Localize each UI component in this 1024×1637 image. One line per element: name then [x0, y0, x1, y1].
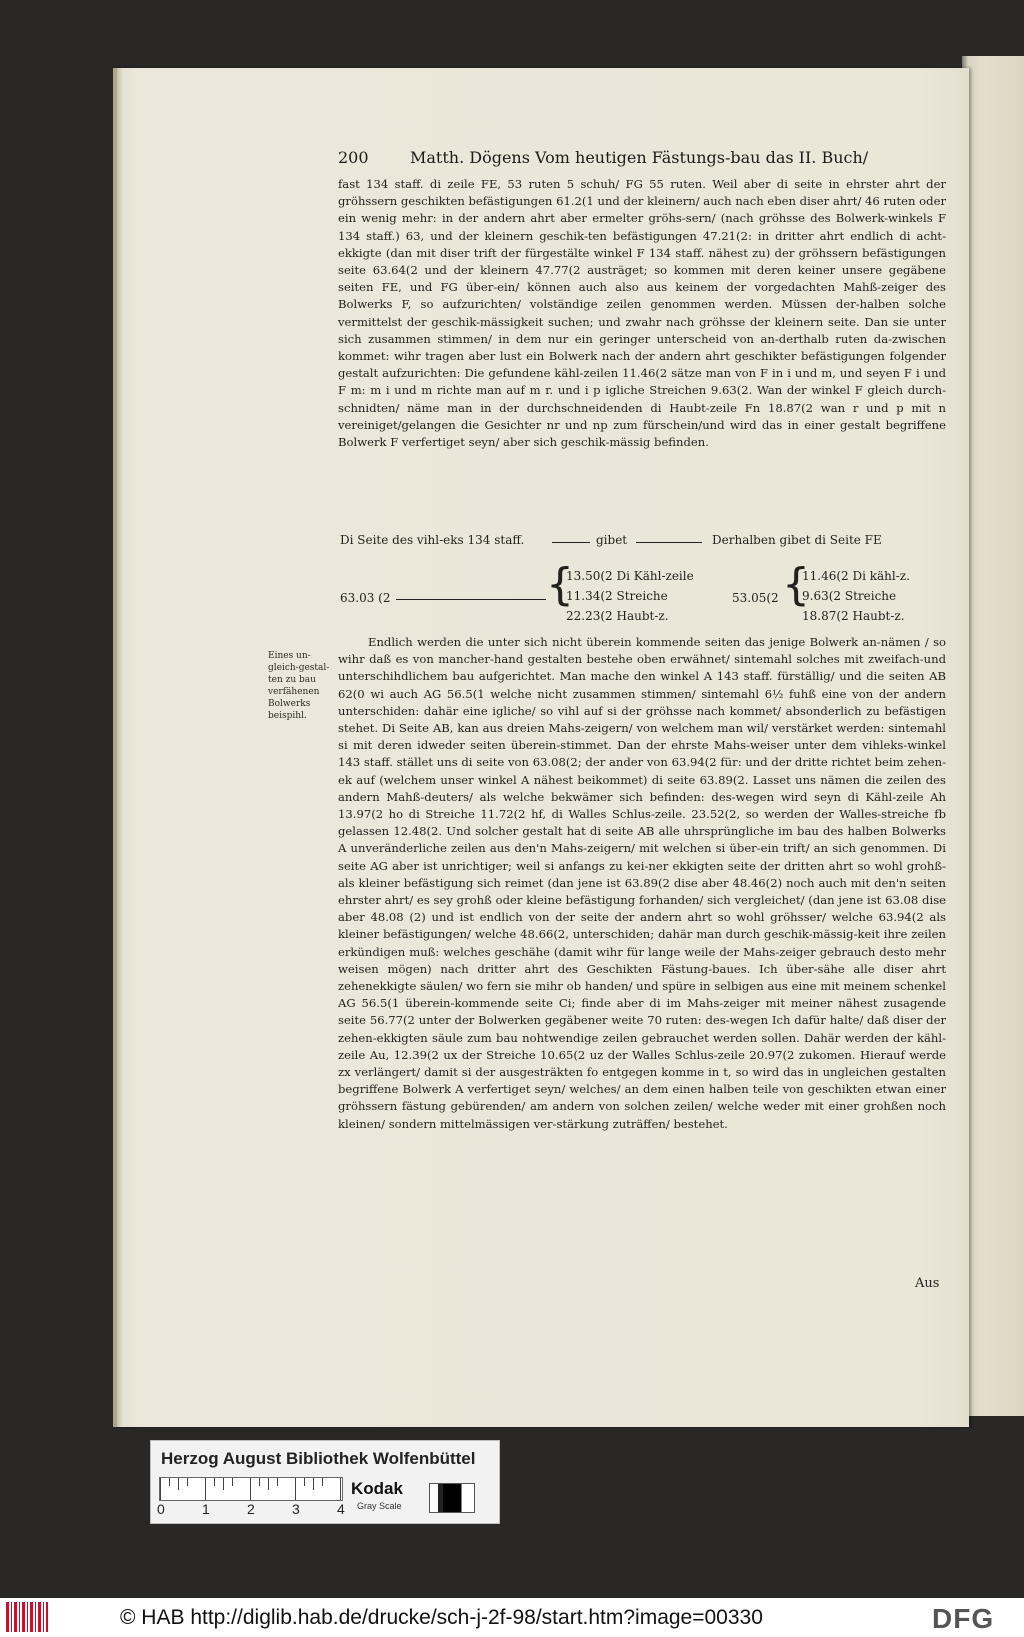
calculation-scheme	[340, 533, 950, 625]
brace-1-item: 13.50(2 Di Kähl-zeile	[566, 569, 694, 583]
brace-2-item: 9.63(2 Streiche	[802, 589, 897, 603]
formula-line	[552, 542, 590, 543]
catchword: Aus	[915, 1276, 940, 1291]
brace-2-item: 11.46(2 Di kähl-z.	[802, 569, 910, 583]
formula-right-text: Derhalben gibet di Seite FE	[712, 533, 882, 547]
brace-1-item: 11.34(2 Streiche	[566, 589, 668, 603]
scale-number: 1	[202, 1501, 210, 1517]
paragraph-2: Endlich werden die unter sich nicht überein kommende seiten das jenige Bolwerk an-nämen / so wihr daß es von mancher-hand gestalten bestehe oben erwähnet/ sintemahl solches mit zweifach-und unterschihdlichem bau aufgerichtet. Man mache den winkel A 143 staff. fürställig/ und die seiten AB 62(0 wi auch AG 56.5(1 welche nicht zusammen stimmen/ sintemahl 6½ fuhß eine von der andern unterschiden: dahär eine igliche/ so vihl auf si der gröhsse nach kommet/ absonderlich zu befästigen stehet. Di Seite AB, kan aus dreien Mahs-zeigern/ von welchem man wil/ verstärket werden: sintemahl si mit deren idweder seiten überein-stimmet. Dan der ehrste Mahs-weiser unter dem vihleks-winkel 143 staff. stället uns di seite von 63.08(2; der ander von 63.94(2 für: und der dritte richtet beim zehen-ek auf (welchem unser winkel A nähest beikommet) di seite 63.89(2. Lasset uns nämen die zeilen des andern Mahß-deuters/ als welche bekwämer sich befinden: des-wegen wird seyn di Kähl-zeile Ah 13.97(2 ho di Streiche 11.72(2 hf, di Walles Schlus-zeile. 23.52(2, so werden der Walles-streiche fb gelassen 12.48(2. Und solcher gestalt hat di seite AB alle uhrsprüngliche im bau des halben Bolwerks A unveränderliche zeilen aus den'n Mahs-zeigern/ mit welchen si über-ein trift/ an sich genommen. Di seite AG aber ist unrichtiger; weil si anfangs zu kei-ner ekkigten seite der dritten ahrt so wohl grohß- als kleiner befästigung sich reimet (dan jene ist 63.89(2 dise aber 48.46(2) noch auch mit den'n seiten ehrster ahrt/ es sey grohß oder kleine befästigung forhanden/ sich vergleichet/ (dan jene ist 63.08 dise aber 48.08 (2) und ist endlich von der seite der andern ahrt so wohl gröhsser/ welche 63.94(2 als kleiner befästigungen/ welche 48.66(2, unterschiden; dahär man durch geschik-mässig-keit ihre zeilen erkündigen muß: welches geschähe (damit wihr für lange weile der Mahs-zeiger gebrauch desto mehr weisen mögen) nach dritter ahrt des Geschikten Fästung-baues. Ich über-sähe alle diser ahrt zehenekkigte säulen/ wo fern sie mihr ob handen/ und spüre in selbigen aus eine mit meinem schenkel AG 56.5(1 überein-kommende seite Ci; finde aber di im Mahs-zeiger mit meiner nähest zusagende seite 56.77(2 unter der Bolwerken gegäbener weite 70 ruten: des-wegen Ich dafür halte/ daß diser der zehen-ekkigten säule zum bau nohtwendige zeilen gebrauchet werden sollen. Dahär werden der kähl-zeile Au, 12.39(2 ux der Streiche 10.65(2 uz der Walles Schlus-zeile 20.97(2 zukomen. Hierauf werde zx verlängert/ damit si der ausgesträkten fo entgegen komme in t, so wird das in ungleichen gestalten begriffene Bolwerk A verfertiget seyn/ welches/ an dem einen halben teile von geschikten etwan einer gröhssern fästung gebürenden/ am andern von solchen zeilen/ welche weder mit einer grohßen noch kleinen/ sondern mittelmässigen ver-stärkung zuträffen/ bestehet.	[338, 635, 946, 1131]
page-number: 200	[338, 148, 369, 167]
barcode-icon	[6, 1602, 48, 1632]
footer-bar	[0, 1598, 1024, 1637]
formula-value-a: 63.03 (2	[340, 591, 391, 605]
running-title: Matth. Dögens Vom heutigen Fästungs-bau das II. Buch/	[410, 148, 869, 167]
scale-ruler	[159, 1477, 343, 1501]
formula-value-b: 53.05(2	[732, 591, 779, 605]
formula-left-text: Di Seite des vihl-eks 134 staff.	[340, 533, 525, 547]
footer-url[interactable]: © HAB http://diglib.hab.de/drucke/sch-j-2f-98/start.htm?image=00330	[120, 1606, 763, 1629]
adjacent-page-edge	[962, 56, 1024, 1416]
running-header	[338, 148, 958, 174]
gray-scale-label: Gray Scale	[357, 1501, 402, 1511]
scale-number: 4	[337, 1501, 345, 1517]
formula-line	[396, 599, 546, 600]
library-color-card	[150, 1440, 500, 1524]
dfg-logo: DFG	[932, 1603, 995, 1634]
brace-1-item: 22.23(2 Haubt-z.	[566, 609, 669, 623]
formula-line-arrow	[636, 542, 702, 543]
scale-number: 3	[292, 1501, 300, 1517]
formula-gibet: gibet	[596, 533, 628, 547]
brace-2: {	[782, 559, 810, 610]
brace-1: {	[546, 559, 574, 610]
paragraph-1: fast 134 staff. di zeile FE, 53 ruten 5 schuh/ FG 55 ruten. Weil aber di seite in ehrster ahrt der gröhssern geschikten befästigungen 61.2(1 und der kleinern/ auch nach eben diser ahrt/ 46 ruten oder ein wenig mehr: in der andern ahrt aber ermelter gröhs-sern/ (nach gröhsse des Bolwerk-winkels F 134 staff.) 63, und der kleinern geschik-ten befästigungen 47.21(2: in dritter ahrt endlich di acht-ekkigte (dan mit diser trift der fürgestälte winkel F 134 staff. nähest zu) der gröhssern befästigungen seite 63.64(2 und der kleinern 47.77(2 austräget; so kommen mit deren keiner unsere gegäbene seiten FE, und FG über-ein/ können auch also aus keinem der vorgedachten Mahß-zeiger des Bolwerks F, so aufzurichten/ volständige zeilen genommen werden. Müssen der-halben solche vermittelst der geschik-mässigkeit suchen; und zwahr nach gröhsse der kleinern seite. Dan sie unter sich zusammen stimmen/ in dem nur ein geringer unterscheid von an-derthalb ruten da-zwischen kommet: wihr tragen aber lust ein Bolwerk nach der andern ahrt geschikter befästigungen folgender gestalt aufzurichten: Die gefundene kähl-zeilen 11.46(2 sätze man von F in i und m, und seyen F i und F m: m i und m richte man auf m r. und i p igliche Streichen 9.63(2. Wan der winkel F gleich durch-schnidten/ näme man in der durchschneidenden di Haubt-zeile Fn 18.87(2 wan r und p mit n vereiniget/gelangen die Gesichter nr und np zum fürschein/und wird das in einer gestalt begriffene Bolwerk F verfertiget seyn/ aber sich geschik-mässig befinden.	[338, 177, 946, 450]
gray-scale-swatch-icon	[429, 1483, 475, 1513]
scale-number: 0	[157, 1501, 165, 1517]
marginal-note: Eines un-gleich-gestal-ten zu bau verfähenen Bolwerks beispihl.	[268, 651, 330, 721]
scale-number: 2	[247, 1501, 255, 1517]
kodak-logo: Kodak	[351, 1479, 403, 1498]
brace-2-item: 18.87(2 Haubt-z.	[802, 609, 905, 623]
card-title: Herzog August Bibliothek Wolfenbüttel	[161, 1449, 476, 1468]
